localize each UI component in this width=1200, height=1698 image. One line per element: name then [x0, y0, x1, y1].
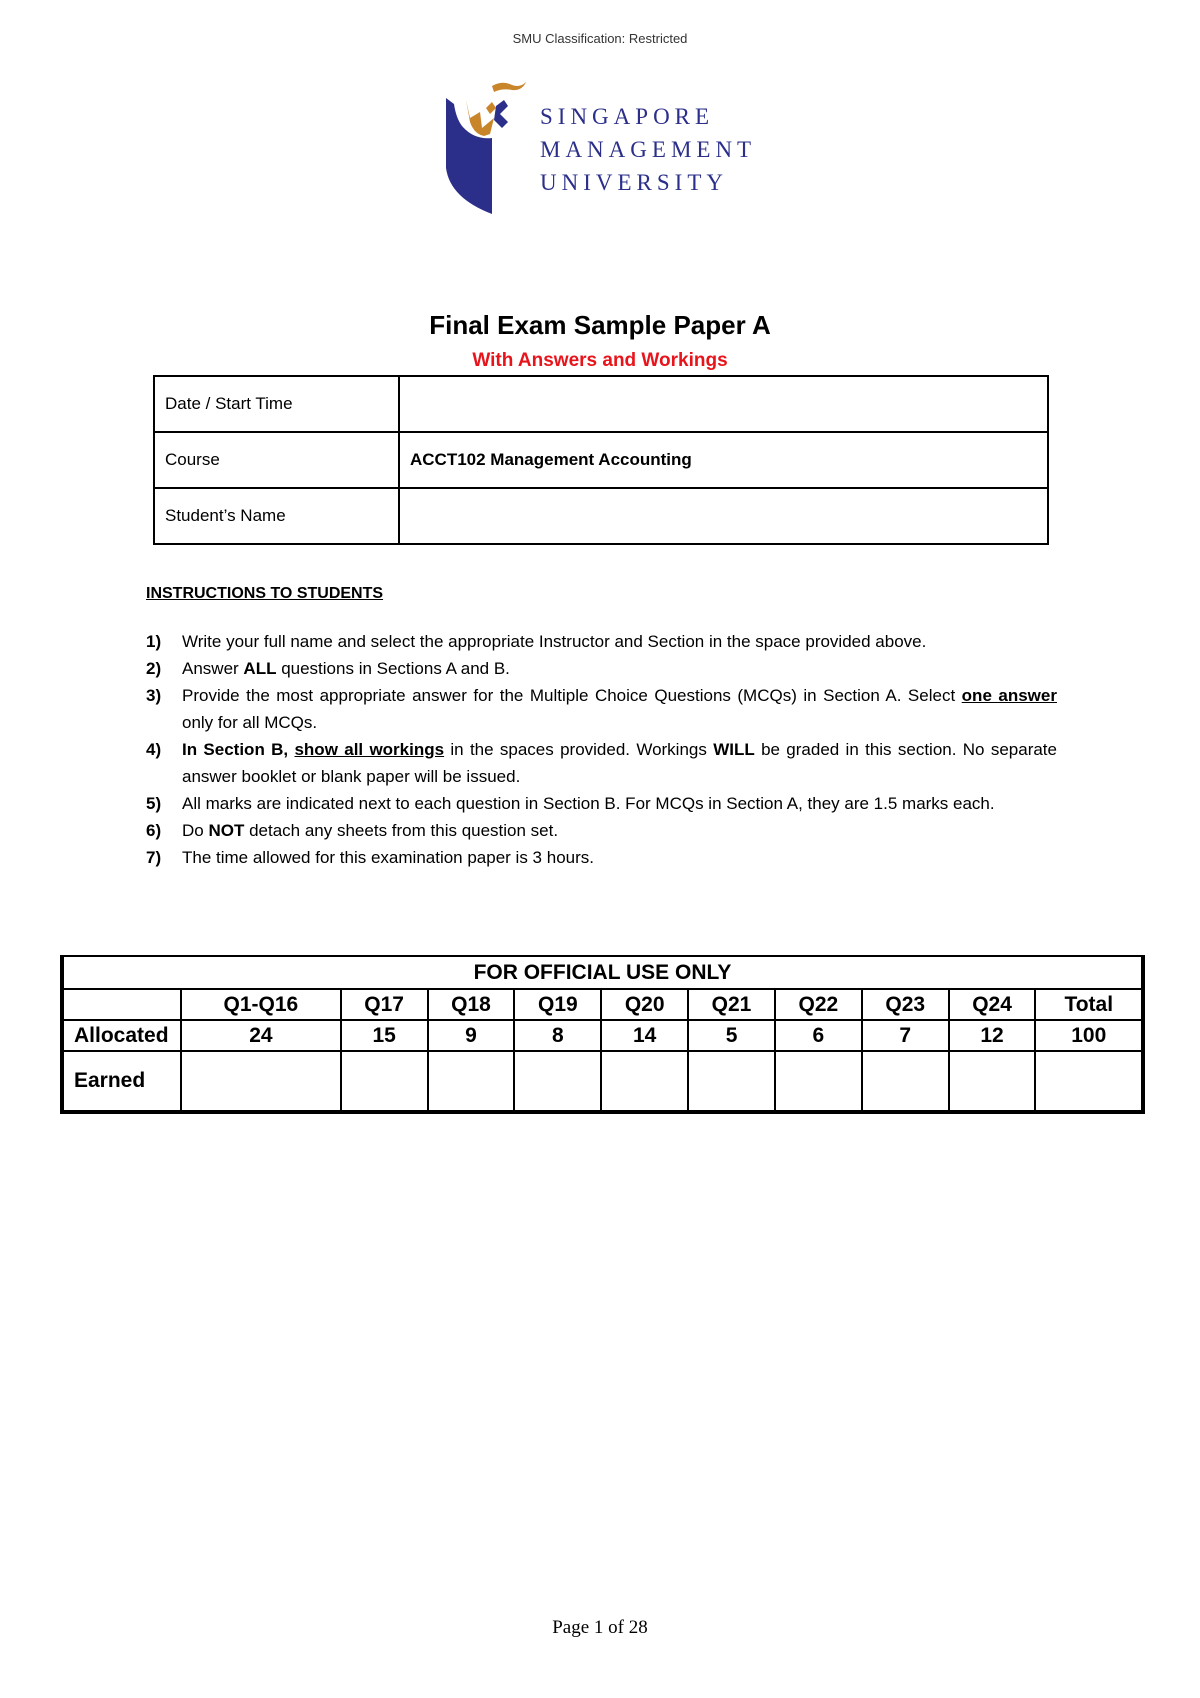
earned-cell[interactable]	[341, 1051, 428, 1112]
earned-cell[interactable]	[514, 1051, 601, 1112]
info-value-field[interactable]	[399, 488, 1048, 544]
column-header: Q19	[514, 989, 601, 1020]
instruction-text: Do	[182, 821, 209, 840]
column-header: Total	[1035, 989, 1143, 1020]
instruction-number: 7)	[146, 848, 162, 867]
instruction-emphasis: one answer	[961, 686, 1057, 705]
instruction-emphasis: show all workings	[294, 740, 445, 759]
earned-cell[interactable]	[775, 1051, 862, 1112]
instruction-emphasis: ALL	[243, 659, 277, 678]
info-row-date	[154, 376, 1048, 432]
instruction-number: 3)	[146, 686, 162, 705]
instructions-list	[146, 628, 1057, 871]
instruction-text: only for all MCQs.	[182, 713, 318, 732]
earned-cell[interactable]	[428, 1051, 515, 1112]
instruction-text: Write your full name and select the appropriate Instructor and Section in the space provided above.	[182, 632, 927, 651]
row-label: Allocated	[62, 1020, 181, 1051]
instruction-number: 5)	[146, 794, 162, 813]
allocated-cell: 14	[601, 1020, 688, 1051]
logo-line-1: SINGAPORE	[540, 104, 715, 129]
column-header: Q20	[601, 989, 688, 1020]
earned-cell[interactable]	[949, 1051, 1036, 1112]
logo-line-3: UNIVERSITY	[540, 170, 728, 195]
instruction-item	[146, 682, 1057, 736]
allocated-cell: 100	[1035, 1020, 1143, 1051]
earned-cell[interactable]	[862, 1051, 949, 1112]
instructions-heading: INSTRUCTIONS TO STUDENTS	[146, 585, 384, 602]
official-use-table	[60, 955, 1145, 1114]
page-subtitle: With Answers and Workings	[472, 350, 728, 371]
earned-cell[interactable]	[1035, 1051, 1143, 1112]
instruction-number: 4)	[146, 740, 162, 759]
info-value: ACCT102 Management Accounting	[399, 432, 1048, 488]
instruction-number: 1)	[146, 632, 162, 651]
instruction-text: All marks are indicated next to each question in Section B. For MCQs in Section A, they are 1.5 marks each.	[182, 794, 995, 813]
earned-cell[interactable]	[181, 1051, 341, 1112]
instruction-text: Provide the most appropriate answer for the Multiple Choice Questions (MCQs) in Section A. Select	[182, 686, 962, 705]
info-label: Course	[154, 432, 399, 488]
column-header: Q23	[862, 989, 949, 1020]
allocated-cell: 24	[181, 1020, 341, 1051]
info-label: Date / Start Time	[154, 376, 399, 432]
official-heading: FOR OFFICIAL USE ONLY	[62, 956, 1143, 989]
instruction-text: Answer	[182, 659, 244, 678]
column-header: Q24	[949, 989, 1036, 1020]
earned-row	[62, 1051, 1143, 1112]
university-logo	[440, 78, 760, 220]
instruction-emphasis: WILL	[713, 740, 755, 759]
empty-corner-cell	[62, 989, 181, 1020]
official-columns-row	[62, 989, 1143, 1020]
instruction-text: in the spaces provided. Workings	[444, 740, 714, 759]
column-header: Q21	[688, 989, 775, 1020]
instruction-text: The time allowed for this examination paper is 3 hours.	[182, 848, 594, 867]
info-row-course	[154, 432, 1048, 488]
page-number: Page 1 of 28	[552, 1617, 648, 1638]
allocated-row	[62, 1020, 1143, 1051]
info-label: Student’s Name	[154, 488, 399, 544]
instruction-text: detach any sheets from this question set.	[244, 821, 559, 840]
instruction-emphasis: NOT	[208, 821, 245, 840]
instruction-text: be graded in this section. No separate answer booklet or blank paper will be issued.	[182, 740, 1057, 786]
column-header: Q18	[428, 989, 515, 1020]
instruction-number: 2)	[146, 659, 162, 678]
logo-line-2: MANAGEMENT	[540, 137, 757, 162]
info-row-student-name	[154, 488, 1048, 544]
instruction-text: questions in Sections A and B.	[276, 659, 510, 678]
row-label: Earned	[62, 1051, 181, 1112]
column-header: Q17	[341, 989, 428, 1020]
allocated-cell: 8	[514, 1020, 601, 1051]
allocated-cell: 6	[775, 1020, 862, 1051]
instruction-item	[146, 790, 1057, 817]
instruction-item	[146, 655, 1057, 682]
earned-cell[interactable]	[601, 1051, 688, 1112]
allocated-cell: 7	[862, 1020, 949, 1051]
official-heading-row	[62, 956, 1143, 989]
instruction-item	[146, 817, 1057, 844]
logo-emblem-icon	[440, 78, 540, 220]
allocated-cell: 12	[949, 1020, 1036, 1051]
instruction-item	[146, 844, 1057, 871]
instruction-number: 6)	[146, 821, 162, 840]
allocated-cell: 5	[688, 1020, 775, 1051]
column-header: Q1-Q16	[181, 989, 341, 1020]
info-value-field[interactable]	[399, 376, 1048, 432]
exam-info-table	[153, 375, 1049, 545]
instruction-item	[146, 628, 1057, 655]
earned-cell[interactable]	[688, 1051, 775, 1112]
allocated-cell: 15	[341, 1020, 428, 1051]
classification-label: SMU Classification: Restricted	[512, 31, 688, 46]
column-header: Q22	[775, 989, 862, 1020]
allocated-cell: 9	[428, 1020, 515, 1051]
instruction-item	[146, 736, 1057, 790]
page-title: Final Exam Sample Paper A	[429, 310, 771, 340]
instruction-emphasis: In Section B,	[182, 740, 295, 759]
